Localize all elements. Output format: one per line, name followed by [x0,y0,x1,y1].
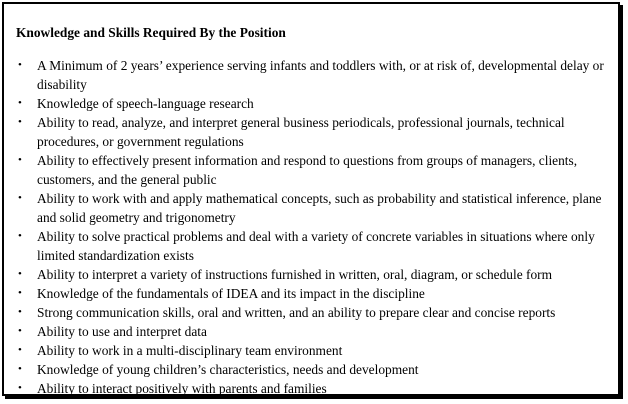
bullet-icon: • [18,325,22,337]
list-item [4,189,618,227]
bullet-icon: • [18,59,22,71]
requirements-list [4,56,618,398]
bullet-icon: • [18,230,22,242]
list-item [4,151,618,189]
list-item [4,113,618,151]
list-item-text: Ability to interpret a variety of instructions furnished in written, oral, diagram, or schedule form [37,267,553,282]
list-item [4,341,618,360]
bullet-icon: • [18,287,22,299]
requirements-box [2,2,620,396]
list-item [4,322,618,341]
bullet-icon: • [18,97,22,109]
bullet-icon: • [18,382,22,394]
list-item [4,56,618,94]
bullet-icon: • [18,363,22,375]
list-item-text: Knowledge of the fundamentals of IDEA and its impact in the discipline [37,286,425,301]
list-item-text: Ability to solve practical problems and deal with a variety of concrete variables in situations where only limited standardization exists [37,229,595,263]
list-item-text: Ability to use and interpret data [37,324,207,339]
bullet-icon: • [18,192,22,204]
list-item-text: Ability to effectively present information and respond to questions from groups of managers, clients, customers, and the general public [37,153,578,187]
bullet-icon: • [18,268,22,280]
section-heading: Knowledge and Skills Required By the Position [16,25,286,40]
list-item-text: Ability to read, analyze, and interpret general business periodicals, professional journals, technical procedures, or government regulations [37,115,565,149]
list-item [4,360,618,379]
list-item-text: Knowledge of speech-language research [37,96,254,111]
list-item [4,94,618,113]
bullet-icon: • [18,344,22,356]
list-item-text: Ability to work with and apply mathematical concepts, such as probability and statistical inference, plane and solid geometry and trigonometry [37,191,602,225]
bullet-icon: • [18,154,22,166]
list-item-text: Ability to work in a multi-disciplinary team environment [37,343,343,358]
list-item [4,303,618,322]
list-item-text: Knowledge of young children’s characteristics, needs and development [37,362,419,377]
list-item [4,265,618,284]
list-item-text: A Minimum of 2 years’ experience serving infants and toddlers with, or at risk of, developmental delay or disability [37,58,604,92]
list-item [4,379,618,398]
list-item [4,284,618,303]
bullet-icon: • [18,116,22,128]
list-item-text: Ability to interact positively with parents and families [37,381,327,396]
list-item-text: Strong communication skills, oral and written, and an ability to prepare clear and concise reports [37,305,556,320]
bullet-icon: • [18,306,22,318]
list-item [4,227,618,265]
